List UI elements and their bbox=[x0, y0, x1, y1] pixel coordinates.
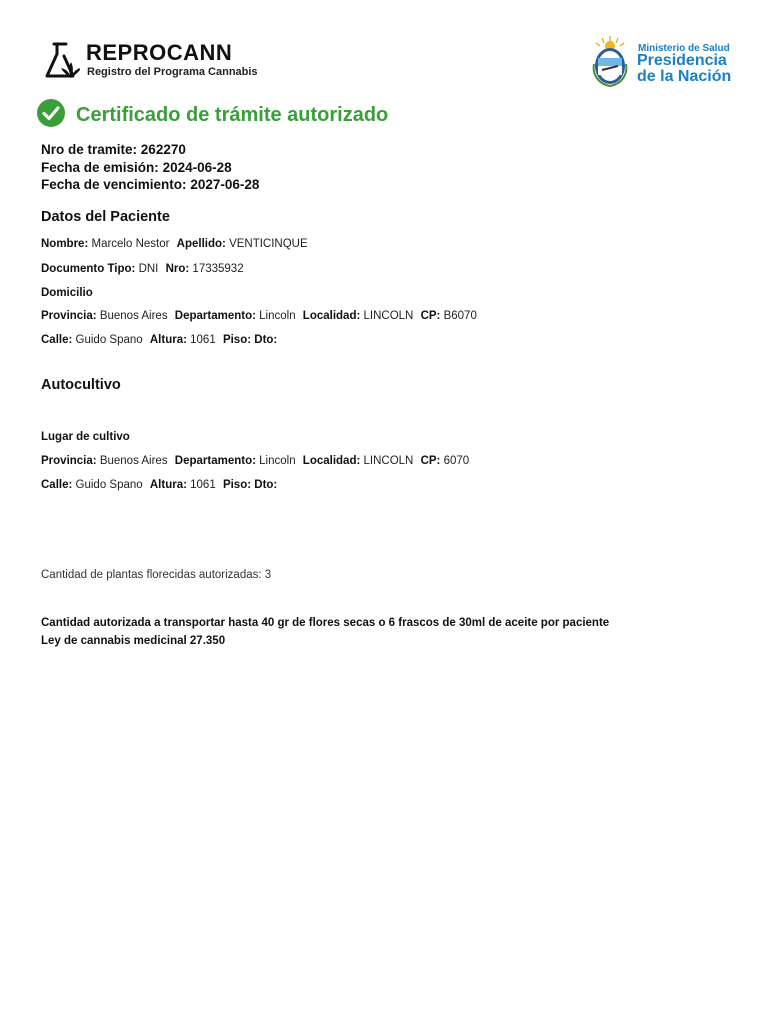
transporte-autorizado: Cantidad autorizada a transportar hasta 40 gr de flores secas o 6 frascos de 30ml de aceite por paciente bbox=[41, 617, 610, 629]
cultivo-localidad-value: LINCOLN bbox=[363, 455, 414, 467]
cultivo-calle-label: Calle: bbox=[41, 479, 73, 491]
cultivo-cp-value: 6070 bbox=[443, 455, 470, 467]
presidencia-label bbox=[637, 53, 731, 85]
apellido-value: VENTICINQUE bbox=[229, 238, 308, 250]
nro-value: 17335932 bbox=[192, 263, 244, 275]
cultivo-altura-value: 1061 bbox=[190, 479, 216, 491]
cultivo-departamento-label: Departamento: bbox=[174, 455, 256, 467]
tipo-value: DNI bbox=[138, 263, 159, 275]
vencimiento-row bbox=[41, 176, 259, 194]
cultivo-calle-row bbox=[41, 479, 277, 491]
nombre-value: Marcelo Nestor bbox=[91, 238, 170, 250]
emision-row bbox=[41, 159, 259, 177]
apellido-label: Apellido: bbox=[176, 238, 226, 250]
piso-label: Piso: bbox=[222, 334, 252, 346]
tramite-value: 262270 bbox=[140, 142, 186, 157]
paciente-ubicacion-row bbox=[41, 310, 481, 322]
tramite-meta bbox=[41, 141, 259, 194]
provincia-value: Buenos Aires bbox=[99, 310, 168, 322]
cp-value: B6070 bbox=[443, 310, 477, 322]
brand-subtitle: Registro del Programa Cannabis bbox=[87, 66, 258, 78]
tramite-label: Nro de tramite: bbox=[41, 142, 138, 157]
nombre-row bbox=[41, 238, 312, 250]
cultivo-calle-value: Guido Spano bbox=[75, 479, 143, 491]
cultivo-provincia-value: Buenos Aires bbox=[99, 455, 168, 467]
documento-label: Documento bbox=[41, 263, 105, 275]
cultivo-dto-label: Dto: bbox=[254, 479, 278, 491]
tramite-row bbox=[41, 141, 259, 159]
ministerio-logo bbox=[590, 34, 740, 88]
cultivo-piso-label: Piso: bbox=[222, 479, 252, 491]
reprocann-logo bbox=[40, 40, 280, 82]
domicilio-label: Domicilio bbox=[41, 287, 93, 299]
calle-label: Calle: bbox=[41, 334, 73, 346]
provincia-label: Provincia: bbox=[41, 310, 97, 322]
national-seal-icon bbox=[590, 34, 630, 88]
autocultivo-heading: Autocultivo bbox=[41, 377, 121, 393]
cultivo-departamento-value: Lincoln bbox=[259, 455, 296, 467]
gov-line-nacion: de la Nación bbox=[637, 68, 732, 85]
paciente-calle-row bbox=[41, 334, 277, 346]
dto-label: Dto: bbox=[254, 334, 278, 346]
cultivo-altura-label: Altura: bbox=[149, 479, 187, 491]
cp-label: CP: bbox=[420, 310, 441, 322]
gov-line-presidencia: Presidencia bbox=[637, 52, 727, 69]
nro-label: Nro: bbox=[165, 263, 190, 275]
cultivo-provincia-label: Provincia: bbox=[41, 455, 97, 467]
cultivo-cp-label: CP: bbox=[420, 455, 441, 467]
emision-value: 2024-06-28 bbox=[162, 159, 232, 175]
ministerio-label: Ministerio de Salud bbox=[638, 43, 730, 54]
cultivo-localidad-label: Localidad: bbox=[302, 455, 361, 467]
departamento-label: Departamento: bbox=[174, 310, 256, 322]
tipo-label: Tipo: bbox=[107, 263, 136, 275]
documento-row bbox=[41, 263, 248, 275]
brand-name: REPROCANN bbox=[86, 40, 233, 65]
departamento-value: Lincoln bbox=[259, 310, 296, 322]
plantas-autorizadas: Cantidad de plantas florecidas autorizadas: 3 bbox=[41, 569, 272, 581]
flask-leaf-icon bbox=[44, 42, 80, 80]
vencimiento-value: 2027-06-28 bbox=[190, 177, 260, 192]
check-circle-icon bbox=[36, 98, 66, 128]
localidad-label: Localidad: bbox=[302, 310, 361, 322]
localidad-value: LINCOLN bbox=[363, 310, 414, 322]
nombre-label: Nombre: bbox=[41, 238, 89, 250]
emision-label: Fecha de emisión: bbox=[41, 159, 159, 175]
altura-value: 1061 bbox=[190, 334, 216, 346]
vencimiento-label: Fecha de vencimiento: bbox=[41, 177, 187, 192]
ley-referencia: Ley de cannabis medicinal 27.350 bbox=[41, 635, 226, 647]
lugar-cultivo-label: Lugar de cultivo bbox=[41, 431, 130, 443]
cultivo-ubicacion-row bbox=[41, 455, 473, 467]
paciente-heading: Datos del Paciente bbox=[41, 209, 170, 225]
altura-label: Altura: bbox=[149, 334, 187, 346]
page-title: Certificado de trámite autorizado bbox=[76, 104, 389, 126]
calle-value: Guido Spano bbox=[75, 334, 143, 346]
